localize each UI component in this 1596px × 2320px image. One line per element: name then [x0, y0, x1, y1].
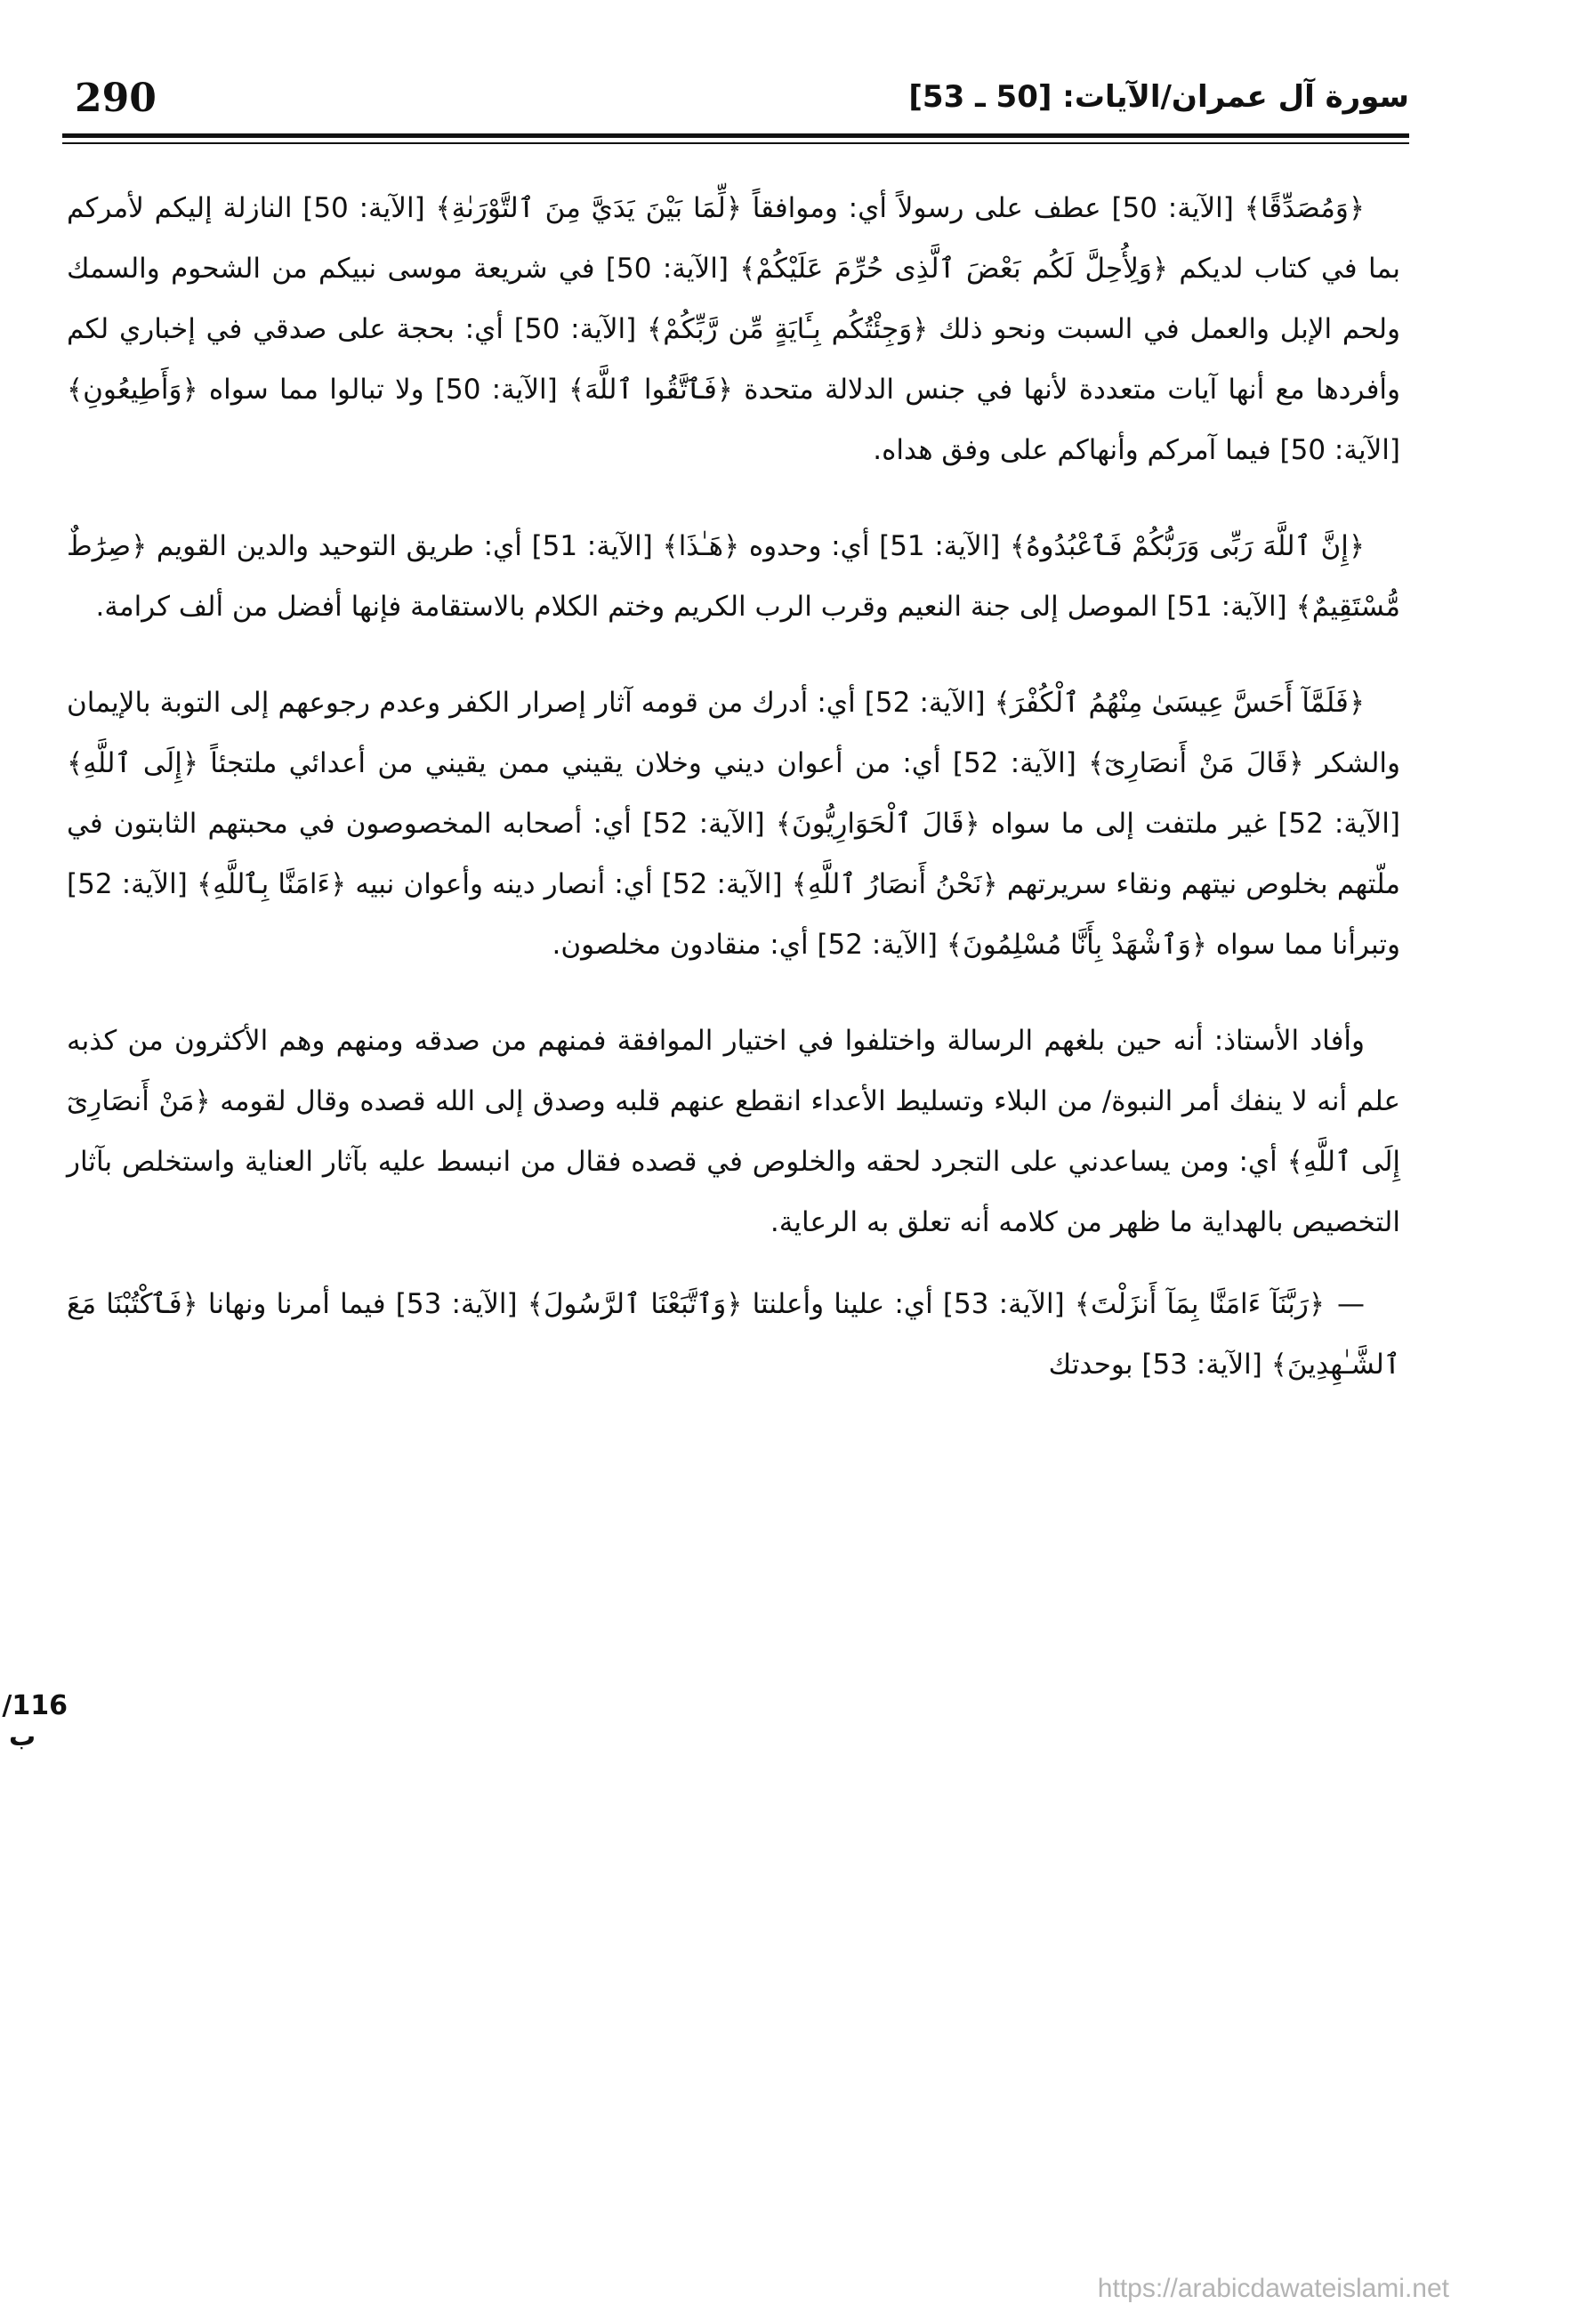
paragraph: ﴿وَمُصَدِّقًا﴾ [الآية: 50] عطف على رسولاً أي: وموافقاً ﴿لِّمَا بَيْنَ يَدَيَّ مِنَ ٱلتَّوْرَىٰةِ﴾ [الآية: 50] النازلة إليكم لأمركم بما في كتاب لديكم ﴿وَلِأُحِلَّ لَكُم بَعْضَ ٱلَّذِى حُرِّمَ عَلَيْكُمْ﴾ [الآية: 50] في شريعة موسى نبيكم من الشحوم والسمك ولحم الإبل والعمل في السبت ونحو ذلك ﴿وَجِئْتُكُم بِـَٔايَةٍ مِّن رَّبِّكُمْ﴾ [الآية: 50] أي: بحجة على صدقي في إخباري لكم وأفردها مع أنها آيات متعددة لأنها في جنس الدلالة متحدة ﴿فَٱتَّقُوا ٱللَّهَ﴾ [الآية: 50] ولا تبالوا مما سواه ﴿وَأَطِيعُونِ﴾ [الآية: 50] فيما آمركم وأنهاكم على وفق هداه. — [67, 192, 1400, 466]
paragraph: ﴿إِنَّ ٱللَّهَ رَبِّى وَرَبُّكُمْ فَٱعْبُدُوهُ﴾ [الآية: 51] أي: وحدوه ﴿هَـٰذَا﴾ [الآية: 51] أي: طريق التوحيد والدين القويم ﴿صِرَٰطٌ مُّسْتَقِيمٌ﴾ [الآية: 51] الموصل إلى جنة النعيم وقرب الرب الكريم وختم الكلام بالاستقامة فإنها أفضل من ألف كرامة. — [67, 530, 1400, 623]
header-rule-thin — [62, 142, 1409, 144]
page-body — [67, 178, 1400, 1430]
paragraph: وأفاد الأستاذ: أنه حين بلغهم الرسالة واختلفوا في اختيار الموافقة فمنهم من صدقه ومنهم وهم الأكثرون من كذبه علم أنه لا ينفك أمر النبوة/ من البلاء وتسليط الأعداء انقطع عنهم قلبه وصدق إلى الله قصده وقال لقومه ﴿مَنْ أَنصَارِىٓ إِلَى ٱللَّهِ﴾ أي: ومن يساعدني على التجرد لحقه والخلوص في قصده فقال من انبسط عليه بآثار العناية واستخلص بآثار التخصيص بالهداية ما ظهر من كلامه أنه تعلق به الرعاية. — [67, 1025, 1400, 1238]
page-number: 290 — [75, 76, 157, 121]
running-title: سورة آل عمران/الآيات: [50 ـ 53] — [908, 79, 1409, 115]
watermark-url: https://arabicdawateislami.net — [1097, 2274, 1449, 2303]
paragraph — [67, 1274, 1400, 1395]
paragraph: ﴿فَلَمَّآ أَحَسَّ عِيسَىٰ مِنْهُمُ ٱلْكُفْرَ﴾ [الآية: 52] أي: أدرك من قومه آثار إصرار الكفر وعدم رجوعهم إلى التوبة بالإيمان والشكر ﴿قَالَ مَنْ أَنصَارِىٓ﴾ [الآية: 52] أي: من أعوان ديني وخلان يقيني ممن يقيني من أعدائي ملتجئاً ﴿إِلَى ٱللَّهِ﴾ [الآية: 52] غير ملتفت إلى ما سواه ﴿قَالَ ٱلْحَوَارِيُّونَ﴾ [الآية: 52] أي: أصحابه المخصوصون في محبتهم الثابتون في ملّتهم بخلوص نيتهم ونقاء سريرتهم ﴿نَحْنُ أَنصَارُ ٱللَّهِ﴾ [الآية: 52] أي: أنصار دينه وأعوان نبيه ﴿ءَامَنَّا بِٱللَّهِ﴾ [الآية: 52] وتبرأنا مما سواه ﴿وَٱشْهَدْ بِأَنَّا مُسْلِمُونَ﴾ [الآية: 52] أي: منقادون مخلصون. — [67, 687, 1400, 961]
manuscript-folio-note: 116/ب — [2, 1690, 68, 1752]
header-rule-thick — [62, 133, 1409, 138]
paragraph-text: ﴿رَبَّنَآ ءَامَنَّا بِمَآ أَنزَلْتَ﴾ [الآية: 53] أي: علينا وأعلنتا ﴿وَٱتَّبَعْنَا ٱلرَّسُولَ﴾ [الآية: 53] فيما أمرنا ونهانا ﴿فَٱكْتُبْنَا مَعَ ٱلشَّـٰهِدِينَ﴾ [الآية: 53] بوحدتك — [67, 1288, 1400, 1381]
paragraph-dash: — — [1337, 1288, 1365, 1320]
